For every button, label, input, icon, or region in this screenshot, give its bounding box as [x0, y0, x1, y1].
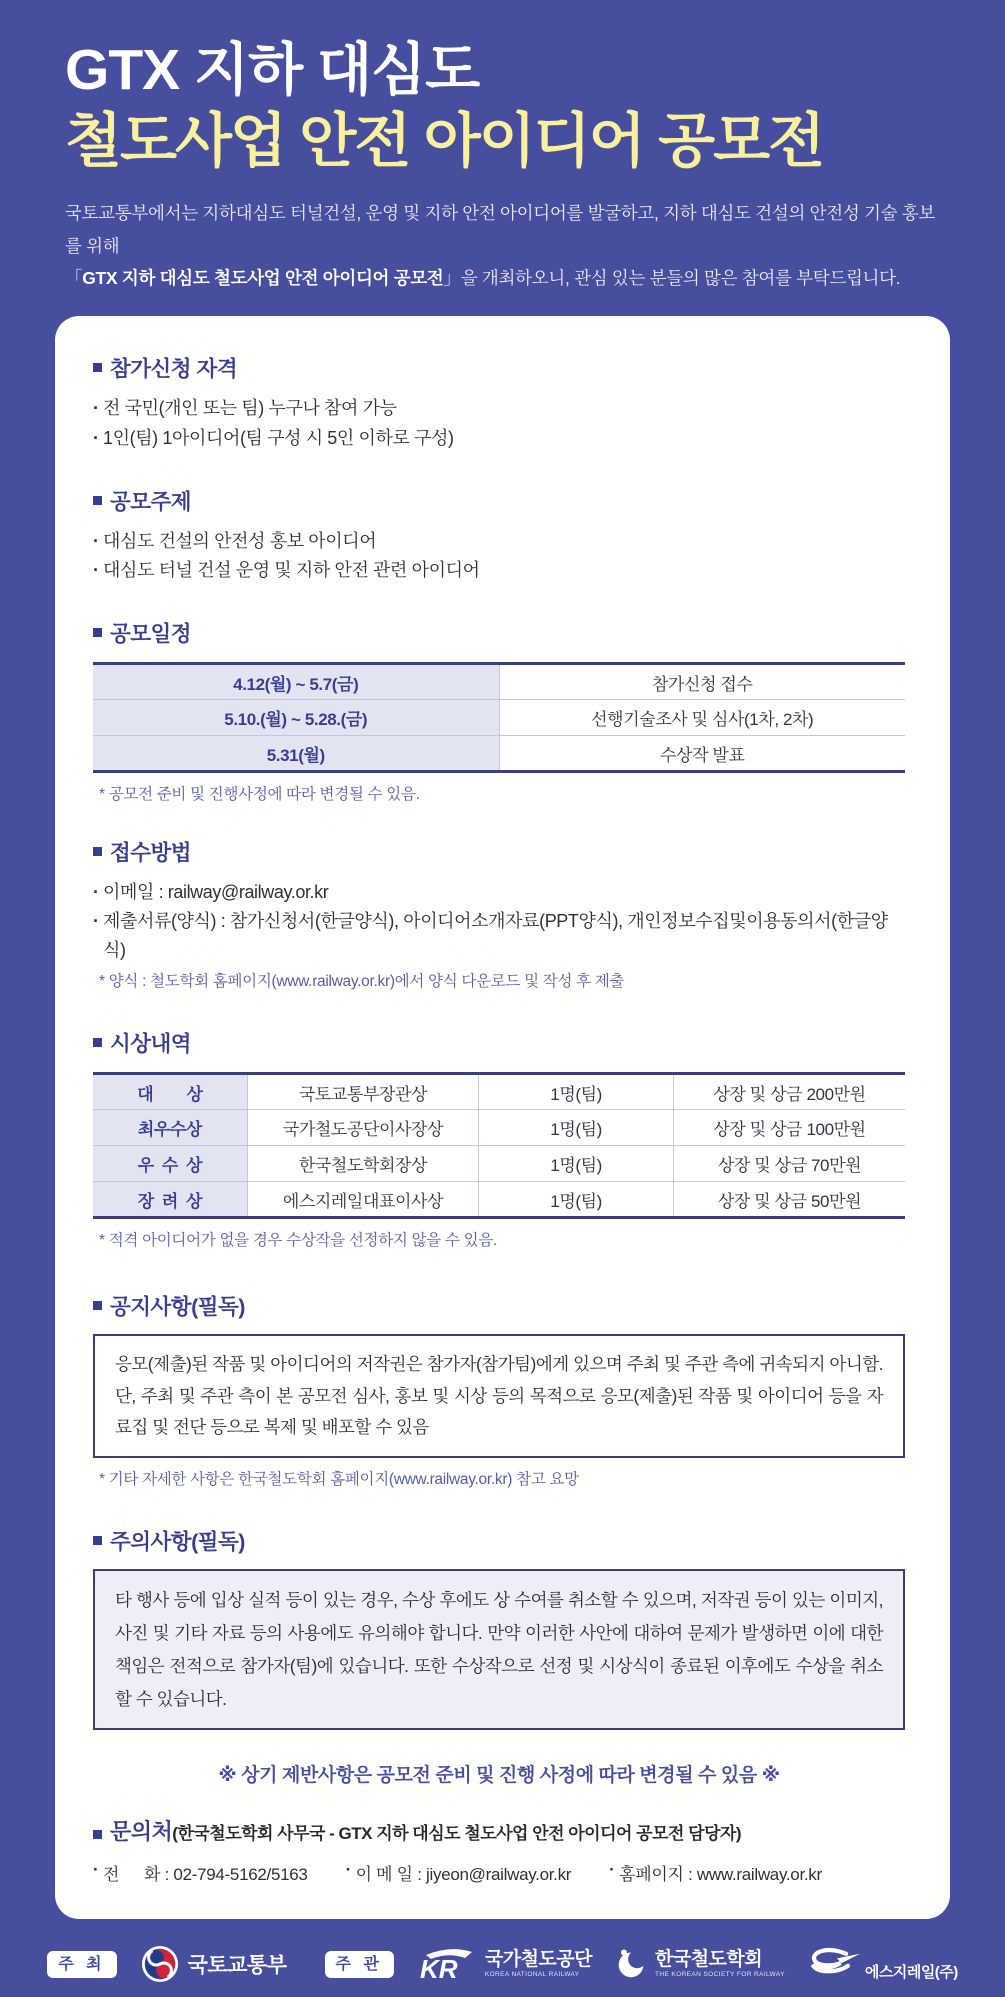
- footer-logos: [0, 1919, 1005, 1997]
- square-bullet-icon: [93, 1536, 102, 1545]
- ksr-logo-label: 한국철도학회: [654, 1949, 763, 1971]
- page-title-line2: 철도사업 안전 아이디어 공모전: [65, 107, 824, 174]
- section-title-text: 주의사항(필독): [110, 1529, 245, 1554]
- schedule-content: 참가신청 접수: [499, 664, 905, 700]
- section-title-awards: [93, 1027, 905, 1058]
- knr-logo-label: 국가철도공단: [484, 1949, 592, 1971]
- ksr-logo-group: [616, 1946, 785, 1982]
- contact-line: [93, 1860, 905, 1885]
- award-reward: 상장 및 상금 200만원: [674, 1074, 905, 1110]
- change-note: ※ 상기 제반사항은 공모전 준비 및 진행 사정에 따라 변경될 수 있음 ※: [218, 1765, 780, 1787]
- mlit-taegeuk-icon: [141, 1945, 179, 1983]
- kr-logo-icon: [418, 1945, 476, 1983]
- schedule-note: * 공모전 준비 및 진행사정에 따라 변경될 수 있음.: [99, 786, 420, 804]
- table-row: [93, 1182, 905, 1218]
- knr-logo-sublabel: KOREA NATIONAL RAILWAY: [484, 1971, 580, 1979]
- list-item: · 이메일 : railway@railway.or.kr: [93, 878, 905, 907]
- section-topic: [93, 485, 905, 585]
- table-row: [93, 1074, 905, 1110]
- square-bullet-icon: [93, 496, 102, 505]
- square-bullet-icon: [93, 847, 102, 856]
- section-title-notice: [93, 1290, 905, 1321]
- award-grade: 우 수 상: [93, 1146, 247, 1182]
- contact-title: 문의처: [110, 1819, 173, 1845]
- table-row: [93, 1110, 905, 1146]
- section-schedule: [93, 617, 905, 804]
- section-title-text: 참가신청 자격: [110, 357, 238, 382]
- square-bullet-icon: [93, 1830, 102, 1839]
- award-prize: 국토교통부장관상: [247, 1074, 478, 1110]
- organizer-badge: 주 관: [325, 1951, 394, 1978]
- section-title-eligibility: [93, 352, 905, 383]
- award-reward: 상장 및 상금 100만원: [674, 1110, 905, 1146]
- svg-text:KR: KR: [419, 1954, 458, 1984]
- submission-note: * 양식 : 철도학회 홈페이지(www.railway.or.kr)에서 양식 다운로드 및 작성 후 제출: [99, 973, 625, 991]
- award-grade: 대 상: [93, 1074, 247, 1110]
- notice-box: 응모(제출)된 작품 및 아이디어의 저작권은 참가자(참가팀)에게 있으며 주최 및 주관 측에 귀속되지 아니함. 단, 주최 및 주관 측이 본 공모전 심사, 홍보 및 시상 등의 목적으로 응모(제출)된 작품 및 아이디어 등을 자료집 및 전단 등으로 복제 및 배포할 수 있음: [93, 1334, 905, 1457]
- ksr-swirl-icon: [616, 1946, 646, 1982]
- schedule-content: 선행기술조사 및 심사(1차, 2차): [499, 700, 905, 736]
- award-reward: 상장 및 상금 50만원: [674, 1182, 905, 1218]
- section-notice: [93, 1290, 905, 1488]
- contact-homepage: · 홈페이지 : www.railway.or.kr: [609, 1860, 822, 1885]
- contact-phone: · 전 화 : 02-794-5162/5163: [93, 1860, 308, 1885]
- section-title-topic: [93, 485, 905, 516]
- award-count: 1명(팀): [479, 1110, 674, 1146]
- square-bullet-icon: [93, 363, 102, 372]
- mlit-logo-label: 국토교통부: [187, 1954, 287, 1978]
- section-contact: [93, 1815, 905, 1885]
- host-badge: 주 최: [47, 1951, 116, 1978]
- award-prize: 한국철도학회장상: [247, 1146, 478, 1182]
- square-bullet-icon: [93, 1301, 102, 1310]
- list-item: · 대심도 터널 건설 운영 및 지하 안전 관련 아이디어: [93, 556, 905, 585]
- caution-box: 타 행사 등에 입상 실적 등이 있는 경우, 수상 후에도 상 수여를 취소할 수 있으며, 저작권 등이 있는 이미지, 사진 및 기타 자료 등의 사용에도 유의해야 합니다. 만약 이러한 사안에 대하여 문제가 발생하면 이에 대한 책임은 전적으로 참가자(팀)에 있습니다. 또한 수상작으로 선정 및 시상식이 종료된 이후에도 수상을 취소할 수 있습니다.: [93, 1569, 905, 1731]
- ksr-logo-sublabel: THE KOREAN SOCIETY FOR RAILWAY: [654, 1971, 785, 1979]
- section-submission: [93, 836, 905, 991]
- intro-line1: 국토교통부에서는 지하대심도 터널건설, 운영 및 지하 안전 아이디어를 발굴하고, 지하 대심도 건설의 안전성 기술 홍보를 위해: [65, 203, 936, 256]
- intro-quote-open: 「: [65, 268, 83, 289]
- square-bullet-icon: [93, 628, 102, 637]
- table-row: [93, 664, 905, 700]
- award-grade: 최우수상: [93, 1110, 247, 1146]
- awards-table: [93, 1072, 905, 1219]
- poster-header: [0, 0, 1005, 294]
- list-item: · 1인(팀) 1아이디어(팀 구성 시 5인 이하로 구성): [93, 424, 905, 453]
- list-item: · 제출서류(양식) : 참가신청서(한글양식), 아이디어소개자료(PPT양식), 개인정보수집및이용동의서(한글양식): [93, 907, 905, 965]
- sg-logo-group: [809, 1947, 958, 1982]
- content-card: [55, 316, 950, 1919]
- award-reward: 상장 및 상금 70만원: [674, 1146, 905, 1182]
- table-row: [93, 736, 905, 772]
- sg-logo-label: 에스지레일(주): [864, 1963, 958, 1981]
- table-row: [93, 1146, 905, 1182]
- contact-header: [93, 1815, 905, 1846]
- section-title-text: 공모주제: [110, 489, 192, 514]
- award-count: 1명(팀): [479, 1146, 674, 1182]
- award-grade: 장 려 상: [93, 1182, 247, 1218]
- page-title-line1: GTX 지하 대심도: [65, 38, 480, 102]
- square-bullet-icon: [93, 1038, 102, 1047]
- award-prize: 에스지레일대표이사상: [247, 1182, 478, 1218]
- contact-subtitle: (한국철도학회 사무국 - GTX 지하 대심도 철도사업 안전 아이디어 공모전 담당자): [172, 1824, 742, 1844]
- section-title-text: 공모일정: [110, 622, 192, 647]
- intro-rest: 」을 개최하오니, 관심 있는 분들의 많은 참여를 부탁드립니다.: [443, 268, 901, 289]
- section-title-schedule: [93, 617, 905, 648]
- award-count: 1명(팀): [479, 1182, 674, 1218]
- schedule-content: 수상작 발표: [499, 736, 905, 772]
- award-prize: 국가철도공단이사장상: [247, 1110, 478, 1146]
- schedule-period: 5.31(월): [93, 736, 499, 772]
- section-caution: [93, 1525, 905, 1731]
- section-eligibility: [93, 352, 905, 452]
- section-title-submission: [93, 836, 905, 867]
- awards-note: * 적격 아이디어가 없을 경우 수상작을 선정하지 않을 수 있음.: [99, 1232, 497, 1250]
- kr-logo-group: [418, 1945, 592, 1983]
- intro-text: [65, 197, 950, 294]
- section-title-text: 공지사항(필독): [110, 1295, 245, 1320]
- schedule-period: 4.12(월) ~ 5.7(금): [93, 664, 499, 700]
- contact-email: · 이 메 일 : jiyeon@railway.or.kr: [346, 1860, 572, 1885]
- list-item: · 전 국민(개인 또는 팀) 누구나 참여 가능: [93, 394, 905, 423]
- section-title-text: 접수방법: [110, 841, 192, 866]
- award-count: 1명(팀): [479, 1074, 674, 1110]
- section-title-caution: [93, 1525, 905, 1556]
- schedule-period: 5.10.(월) ~ 5.28.(금): [93, 700, 499, 736]
- list-item: · 대심도 건설의 안전성 홍보 아이디어: [93, 527, 905, 556]
- section-title-text: 시상내역: [110, 1032, 192, 1057]
- schedule-table: [93, 662, 905, 773]
- sg-rail-icon: [809, 1947, 861, 1981]
- section-awards: [93, 1027, 905, 1250]
- table-row: [93, 700, 905, 736]
- intro-bold: GTX 지하 대심도 철도사업 안전 아이디어 공모전: [82, 268, 444, 289]
- mlit-logo-group: [141, 1945, 287, 1983]
- notice-note: * 기타 자세한 사항은 한국철도학회 홈페이지(www.railway.or.kr) 참고 요망: [99, 1470, 579, 1488]
